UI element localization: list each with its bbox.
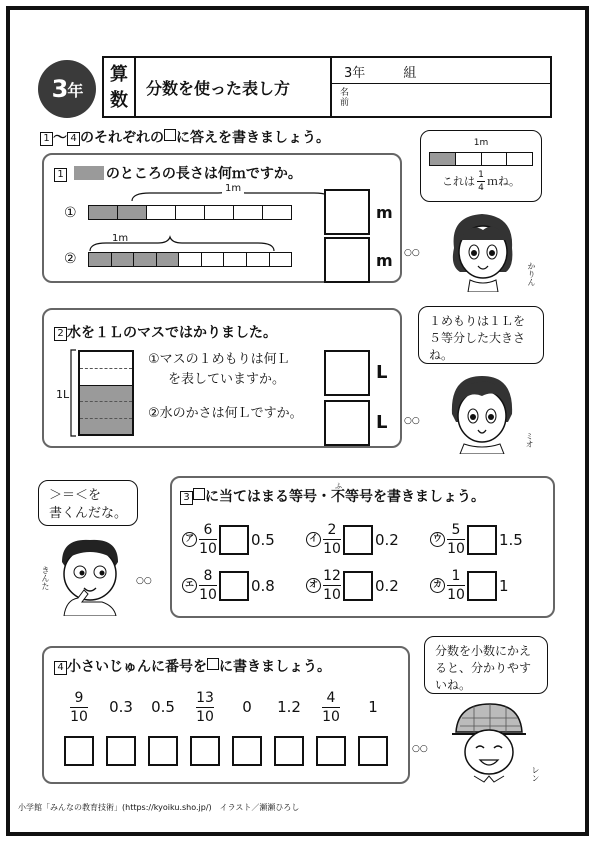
instr-box-symbol: [164, 129, 176, 141]
q1-length-label-1: 1m: [222, 183, 244, 194]
numerator: 2: [327, 522, 337, 538]
class-label: 組: [403, 66, 417, 81]
q1-item-2-bar: [88, 252, 292, 267]
bar-segment: [205, 206, 234, 219]
q3-bubble-line2: 書くんだな。: [49, 506, 128, 521]
q2-thought-dots: ○○: [404, 416, 420, 426]
numerator: 5: [451, 522, 461, 538]
q1-number: 1: [54, 168, 67, 182]
denominator: 10: [323, 541, 341, 557]
q1-item-1-marker: ①: [64, 205, 77, 221]
q4-value: [314, 686, 348, 728]
q3-item: [182, 522, 275, 557]
denominator: 10: [447, 587, 465, 603]
q4-value: [146, 686, 180, 728]
karin-name: かりん: [527, 262, 536, 286]
denominator: 10: [196, 708, 214, 725]
q4-answer-box[interactable]: [274, 736, 304, 766]
subject-char-2: 数: [110, 90, 128, 111]
fraction: [447, 522, 465, 557]
cup-division: [80, 368, 132, 384]
q4-bubble-line2: ると、分かりやす: [435, 661, 532, 675]
q4-bubble-line3: いね。: [435, 678, 472, 692]
ren-name: レン: [531, 766, 540, 782]
question-3-box: [170, 476, 555, 618]
q3-thought-dots: ○○: [136, 576, 152, 586]
question-4-box: [42, 646, 410, 784]
cup-division: [80, 385, 132, 401]
bar-segment: [134, 253, 157, 266]
q3-answer-box[interactable]: [467, 525, 497, 555]
q1-bubble-post: ｍね。: [487, 175, 520, 188]
q3-answer-box[interactable]: [343, 571, 373, 601]
cup-division: [80, 401, 132, 417]
q4-answer-box[interactable]: [232, 736, 262, 766]
q3-item-marker: オ: [306, 578, 321, 593]
q3-item: [306, 522, 399, 557]
q3-number: 3: [180, 491, 193, 505]
q1-bubble-bar: [429, 152, 533, 166]
q3-answer-box[interactable]: [343, 525, 373, 555]
q1-thought-dots: ○○: [404, 248, 420, 258]
denominator: 10: [323, 587, 341, 603]
grade-number: 3: [51, 75, 68, 103]
grade-badge: [38, 60, 96, 118]
footer-credit: 小学館「みんなの教育技術」(https://kyoiku.sho.jp/) イラスト／瀬瀬ひろし: [18, 803, 300, 812]
q3-item-marker: エ: [182, 578, 197, 593]
q3-item-rhs: 0.8: [251, 576, 275, 595]
q2-sub-question-2: ②水のかさは何Ｌですか。: [148, 406, 303, 421]
q2-cup-bracket: [68, 348, 78, 438]
bar-segment: [112, 253, 135, 266]
q1-bubble-den: 4: [478, 183, 484, 193]
q3-title-a: に当てはまる等号・: [205, 489, 331, 505]
q4-value: [62, 686, 96, 728]
q3-answer-box[interactable]: [219, 525, 249, 555]
q1-bubble-text: [429, 170, 533, 193]
q2-speech-bubble: [418, 306, 544, 364]
q3-item-marker: ウ: [430, 532, 445, 547]
q4-bubble-line1: 分数を小数にかえ: [435, 644, 532, 658]
q4-value-text: 0: [242, 698, 252, 716]
class-row[interactable]: [332, 58, 550, 84]
bar-segment: [507, 153, 532, 165]
q3-item-rhs: 0.2: [375, 530, 399, 549]
q2-bubble-line2: ５等分した大きさ: [429, 331, 526, 345]
q3-speech-bubble: [38, 480, 138, 526]
bar-segment: [176, 206, 205, 219]
q3-answer-box[interactable]: [467, 571, 497, 601]
q1-answer-box-2[interactable]: [324, 237, 370, 283]
q1-title-text: のところの長さは何ｍですか。: [105, 166, 302, 182]
q4-value: [230, 686, 264, 728]
q1-bubble-pre: これは: [442, 175, 475, 188]
fraction: [199, 522, 217, 557]
denominator: 10: [199, 541, 217, 557]
q4-title-b: に書きましょう。: [219, 659, 331, 675]
q2-sub1-line2: を表していますか。: [168, 372, 286, 387]
q4-answer-box[interactable]: [316, 736, 346, 766]
q2-answer-box-1[interactable]: [324, 350, 370, 396]
q3-title-fu: 不: [331, 489, 345, 505]
q2-measuring-cup: [78, 350, 134, 436]
fraction: [323, 522, 341, 557]
bar-segment: [179, 253, 202, 266]
numerator: 4: [326, 689, 336, 706]
q3-item-marker: ア: [182, 532, 197, 547]
question-3-title: [180, 482, 485, 506]
q2-bubble-line3: ね。: [429, 348, 454, 362]
q4-speech-bubble: [424, 636, 548, 694]
page-title-text: 分数を使った表し方: [146, 78, 291, 98]
bar-segment: [430, 153, 456, 165]
question-1-box: [42, 153, 402, 283]
q4-box-symbol: [207, 658, 219, 670]
question-1-title: [54, 163, 302, 183]
q1-length-label-2: 1m: [112, 233, 129, 244]
q1-gray-sample: [74, 166, 104, 180]
grade-suffix: 年: [67, 80, 83, 100]
instructions: [40, 127, 330, 147]
bar-segment: [482, 153, 508, 165]
bar-segment: [147, 206, 176, 219]
bar-segment: [263, 206, 291, 219]
q4-answer-box[interactable]: [64, 736, 94, 766]
mio-name: ミオ: [525, 432, 534, 448]
q4-answer-box[interactable]: [106, 736, 136, 766]
denominator: 10: [199, 587, 217, 603]
denominator: 10: [70, 708, 88, 725]
q2-sub1-line1: ①マスの１めもりは何Ｌ: [148, 352, 290, 367]
q3-item: [430, 522, 523, 557]
fraction: [322, 690, 340, 725]
q2-bubble-line1: １めもりは１Ｌを: [429, 314, 526, 328]
numerator: 6: [203, 522, 213, 538]
numerator: 9: [74, 689, 84, 706]
q4-value: [188, 686, 222, 728]
page-title: [134, 56, 332, 118]
bar-segment: [157, 253, 180, 266]
class-grade: 3年: [344, 66, 366, 81]
q3-box-symbol: [193, 488, 205, 500]
fraction: [447, 568, 465, 603]
q3-item-rhs: 1: [499, 576, 509, 595]
cup-division: [80, 418, 132, 434]
instr-tilde: 〜: [53, 130, 67, 146]
q4-values-row: [62, 686, 402, 728]
student-info-box: [332, 56, 552, 118]
q3-answer-box[interactable]: [219, 571, 249, 601]
karin-character-illustration: [440, 208, 526, 292]
q3-bubble-line1: ＞＝＜を: [49, 488, 102, 503]
q3-item-marker: イ: [306, 532, 321, 547]
q2-number: 2: [54, 327, 67, 341]
q3-item-rhs: 0.2: [375, 576, 399, 595]
kinta-character-illustration: [44, 532, 134, 616]
q3-item-rhs: 1.5: [499, 530, 523, 549]
instr-num-4: 4: [67, 132, 80, 146]
q2-cup-label: 1L: [56, 388, 70, 401]
q1-speech-bubble: [420, 130, 542, 202]
q1-item-2-marker: ②: [64, 251, 77, 267]
q3-item: [182, 568, 275, 603]
q1-unit-1: m: [376, 203, 393, 222]
q4-value-text: 1.2: [277, 698, 301, 716]
ren-character-illustration: [448, 698, 530, 784]
q1-answer-box-1[interactable]: [324, 189, 370, 235]
bar-segment: [234, 206, 263, 219]
q4-value-text: 1: [368, 698, 378, 716]
mio-character-illustration: [442, 370, 522, 454]
q4-answer-box[interactable]: [190, 736, 220, 766]
q4-thought-dots: ○○: [412, 744, 428, 754]
q3-item-marker: カ: [430, 578, 445, 593]
instr-text-b: に答えを書きましょう。: [176, 130, 330, 146]
q4-value: [104, 686, 138, 728]
subject-char-1: 算: [110, 64, 128, 85]
bar-segment: [118, 206, 147, 219]
q2-answer-box-2[interactable]: [324, 400, 370, 446]
denominator: 10: [322, 708, 340, 725]
q2-unit-1: L: [376, 362, 388, 383]
q3-title-b: 等号を書きましょう。: [345, 489, 485, 505]
q1-bubble-length-label: 1m: [473, 138, 489, 148]
bar-segment: [202, 253, 225, 266]
name-label-1: 名: [340, 88, 350, 98]
fraction: [196, 690, 214, 725]
subject-label: [102, 56, 134, 118]
q1-unit-2: m: [376, 251, 393, 270]
q4-title-a: 小さいじゅんに番号を: [67, 659, 207, 675]
bar-segment: [456, 153, 482, 165]
kinta-name: きんた: [41, 566, 50, 590]
instr-num-1: 1: [40, 132, 53, 146]
q4-value: [272, 686, 306, 728]
q3-item-rhs: 0.5: [251, 530, 275, 549]
q4-value: [356, 686, 390, 728]
q4-answer-box[interactable]: [358, 736, 388, 766]
bar-segment: [270, 253, 292, 266]
fraction: [323, 568, 341, 603]
q4-value-text: 0.3: [109, 698, 133, 716]
q2-sub-question-1: [148, 350, 290, 390]
q4-answer-row: [62, 736, 402, 770]
bar-segment: [89, 206, 118, 219]
cup-division: [80, 352, 132, 368]
q1-item-1-bar: [88, 205, 292, 220]
q4-value-text: 0.5: [151, 698, 175, 716]
fraction: [70, 690, 88, 725]
q3-items: [182, 522, 554, 612]
name-field[interactable]: [354, 86, 544, 114]
q4-answer-box[interactable]: [148, 736, 178, 766]
q4-number: 4: [54, 661, 67, 675]
q2-title-text: 水を１Ｌのマスではかりました。: [67, 325, 277, 341]
question-4-title: [54, 656, 331, 676]
instr-text-a: のそれぞれの: [80, 130, 164, 146]
name-label: [340, 88, 349, 108]
q3-ruby: ふ: [335, 482, 342, 490]
question-2-title: [54, 322, 277, 342]
q1-bubble-num: 1: [478, 170, 484, 180]
bar-segment: [89, 253, 112, 266]
q3-item: [306, 568, 399, 603]
bar-segment: [224, 253, 247, 266]
numerator: 13: [196, 689, 214, 706]
denominator: 10: [447, 541, 465, 557]
numerator: 12: [323, 568, 341, 584]
fraction: [199, 568, 217, 603]
numerator: 8: [203, 568, 213, 584]
question-2-box: [42, 308, 402, 448]
bar-segment: [247, 253, 270, 266]
q3-item: [430, 568, 509, 603]
numerator: 1: [451, 568, 461, 584]
q1-bubble-fraction: [477, 170, 485, 193]
q2-unit-2: L: [376, 412, 388, 433]
name-label-2: 前: [340, 98, 350, 108]
